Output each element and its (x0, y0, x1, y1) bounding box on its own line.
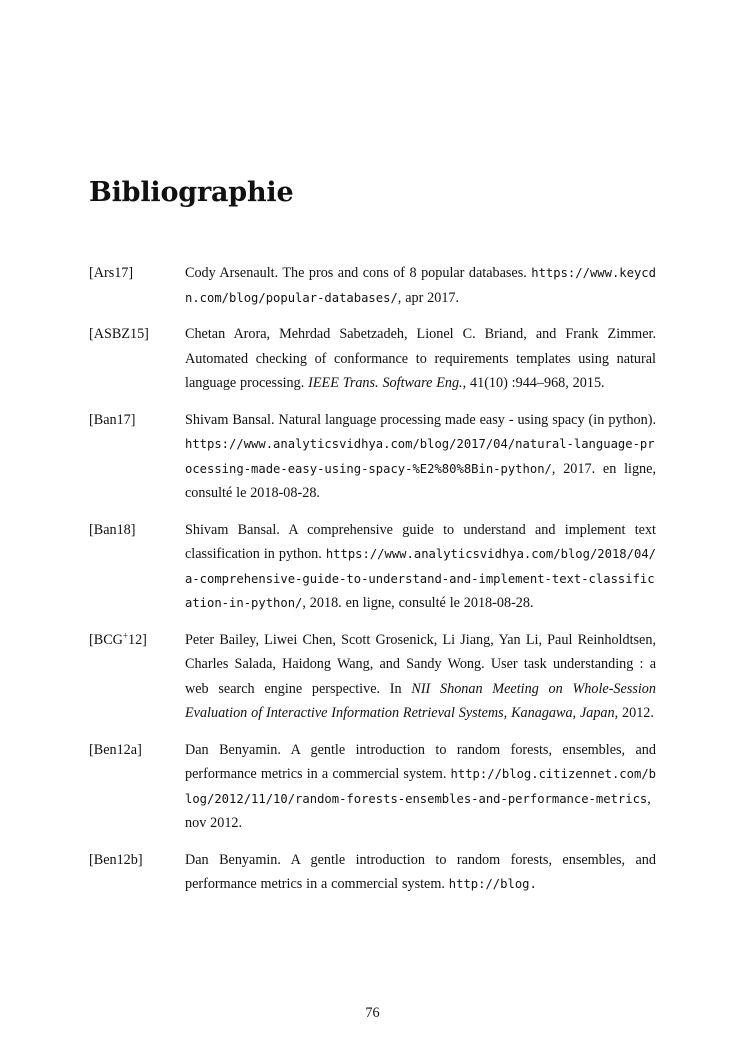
bib-entry-ban17 (89, 408, 656, 506)
bib-key: [Ban17] (89, 411, 136, 428)
bib-authors-title: Shivam Bansal. A comprehensive guide to understand and implement text classification in python. (185, 521, 656, 562)
bib-url[interactable]: http://blog.citizennet.com/blog/2012/11/10/random-forests-ensembles-and-performance-metrics (185, 767, 656, 806)
bib-authors-title: Cody Arsenault. The pros and cons of 8 popular databases. (185, 265, 532, 281)
bib-venue: IEEE Trans. Software Eng. (308, 375, 463, 391)
bib-url[interactable]: http://blog. (448, 877, 537, 891)
bib-date: , 2018. en ligne, consulté le 2018-08-28. (302, 595, 534, 611)
bib-date: , nov 2012. (185, 790, 651, 831)
bib-text (185, 628, 656, 726)
bib-details: , 41(10) :944–968, 2015. (462, 375, 605, 391)
bib-date: , 2012. (614, 705, 654, 721)
bib-entry-asbz15 (89, 322, 656, 396)
page-number: 76 (365, 1005, 380, 1021)
bib-authors-title: Peter Bailey, Liwei Chen, Scott Grosenick, Li Jiang, Yan Li, Paul Reinholdtsen, Charles Salada, Haidong Wang, and Sandy Wong. User task understanding : a web search engine perspective. In (185, 631, 656, 697)
bibliography-list (89, 261, 656, 909)
bib-key: [ASBZ15] (89, 326, 149, 342)
bib-entry-ban18 (89, 518, 656, 616)
bib-key: [Ban18] (89, 521, 136, 538)
bib-url[interactable]: https://www.analyticsvidhya.com/blog/2018/04/a-comprehensive-guide-to-understand-and-implement-text-classification-in-python/ (185, 547, 656, 610)
bib-entry-ben12b (89, 848, 656, 897)
bib-date: , 2017. en ligne, consulté le 2018-08-28. (185, 460, 656, 501)
bib-key-sup: + (122, 629, 128, 640)
bib-date: , apr 2017. (397, 289, 460, 306)
bib-text (185, 322, 656, 396)
bib-text (185, 408, 656, 506)
bib-text (185, 848, 656, 897)
bib-key-end: 12] (127, 631, 147, 648)
bib-text (185, 518, 656, 616)
bib-authors-title: Chetan Arora, Mehrdad Sabetzadeh, Lionel C. Briand, and Frank Zimmer. Automated checking of conformance to requirements templates using natural language processing. (185, 326, 656, 391)
bib-entry-bcg12 (89, 628, 656, 726)
bib-url[interactable]: https://www.analyticsvidhya.com/blog/2017/04/natural-language-processing-made-easy-using-spacy-%E2%80%8Bin-python/ (185, 437, 655, 476)
bib-authors-title: Dan Benyamin. A gentle introduction to random forests, ensembles, and performance metrics in a commercial system. (185, 741, 656, 782)
bib-key (89, 628, 185, 726)
bib-entry-ars17 (89, 261, 656, 310)
bib-text (185, 261, 656, 310)
bib-url[interactable]: https://www.keycdn.com/blog/popular-databases/ (185, 266, 656, 305)
bib-entry-ben12a (89, 738, 656, 836)
bib-venue: NII Shonan Meeting on Whole-Session Evaluation of Interactive Information Retrieval Systems, Kanagawa, Japan (185, 680, 656, 721)
bib-authors-title: Shivam Bansal. Natural language processing made easy - using spacy (in python). (185, 411, 656, 428)
bib-key: [Ars17] (89, 265, 134, 281)
bib-key: [Ben12a] (89, 741, 142, 758)
bib-authors-title: Dan Benyamin. A gentle introduction to random forests, ensembles, and performance metrics in a commercial system. (185, 851, 656, 892)
bib-text (185, 738, 656, 836)
bib-key-main: [BCG (89, 631, 123, 648)
page-title: Bibliographie (89, 177, 294, 208)
bib-key: [Ben12b] (89, 851, 143, 868)
